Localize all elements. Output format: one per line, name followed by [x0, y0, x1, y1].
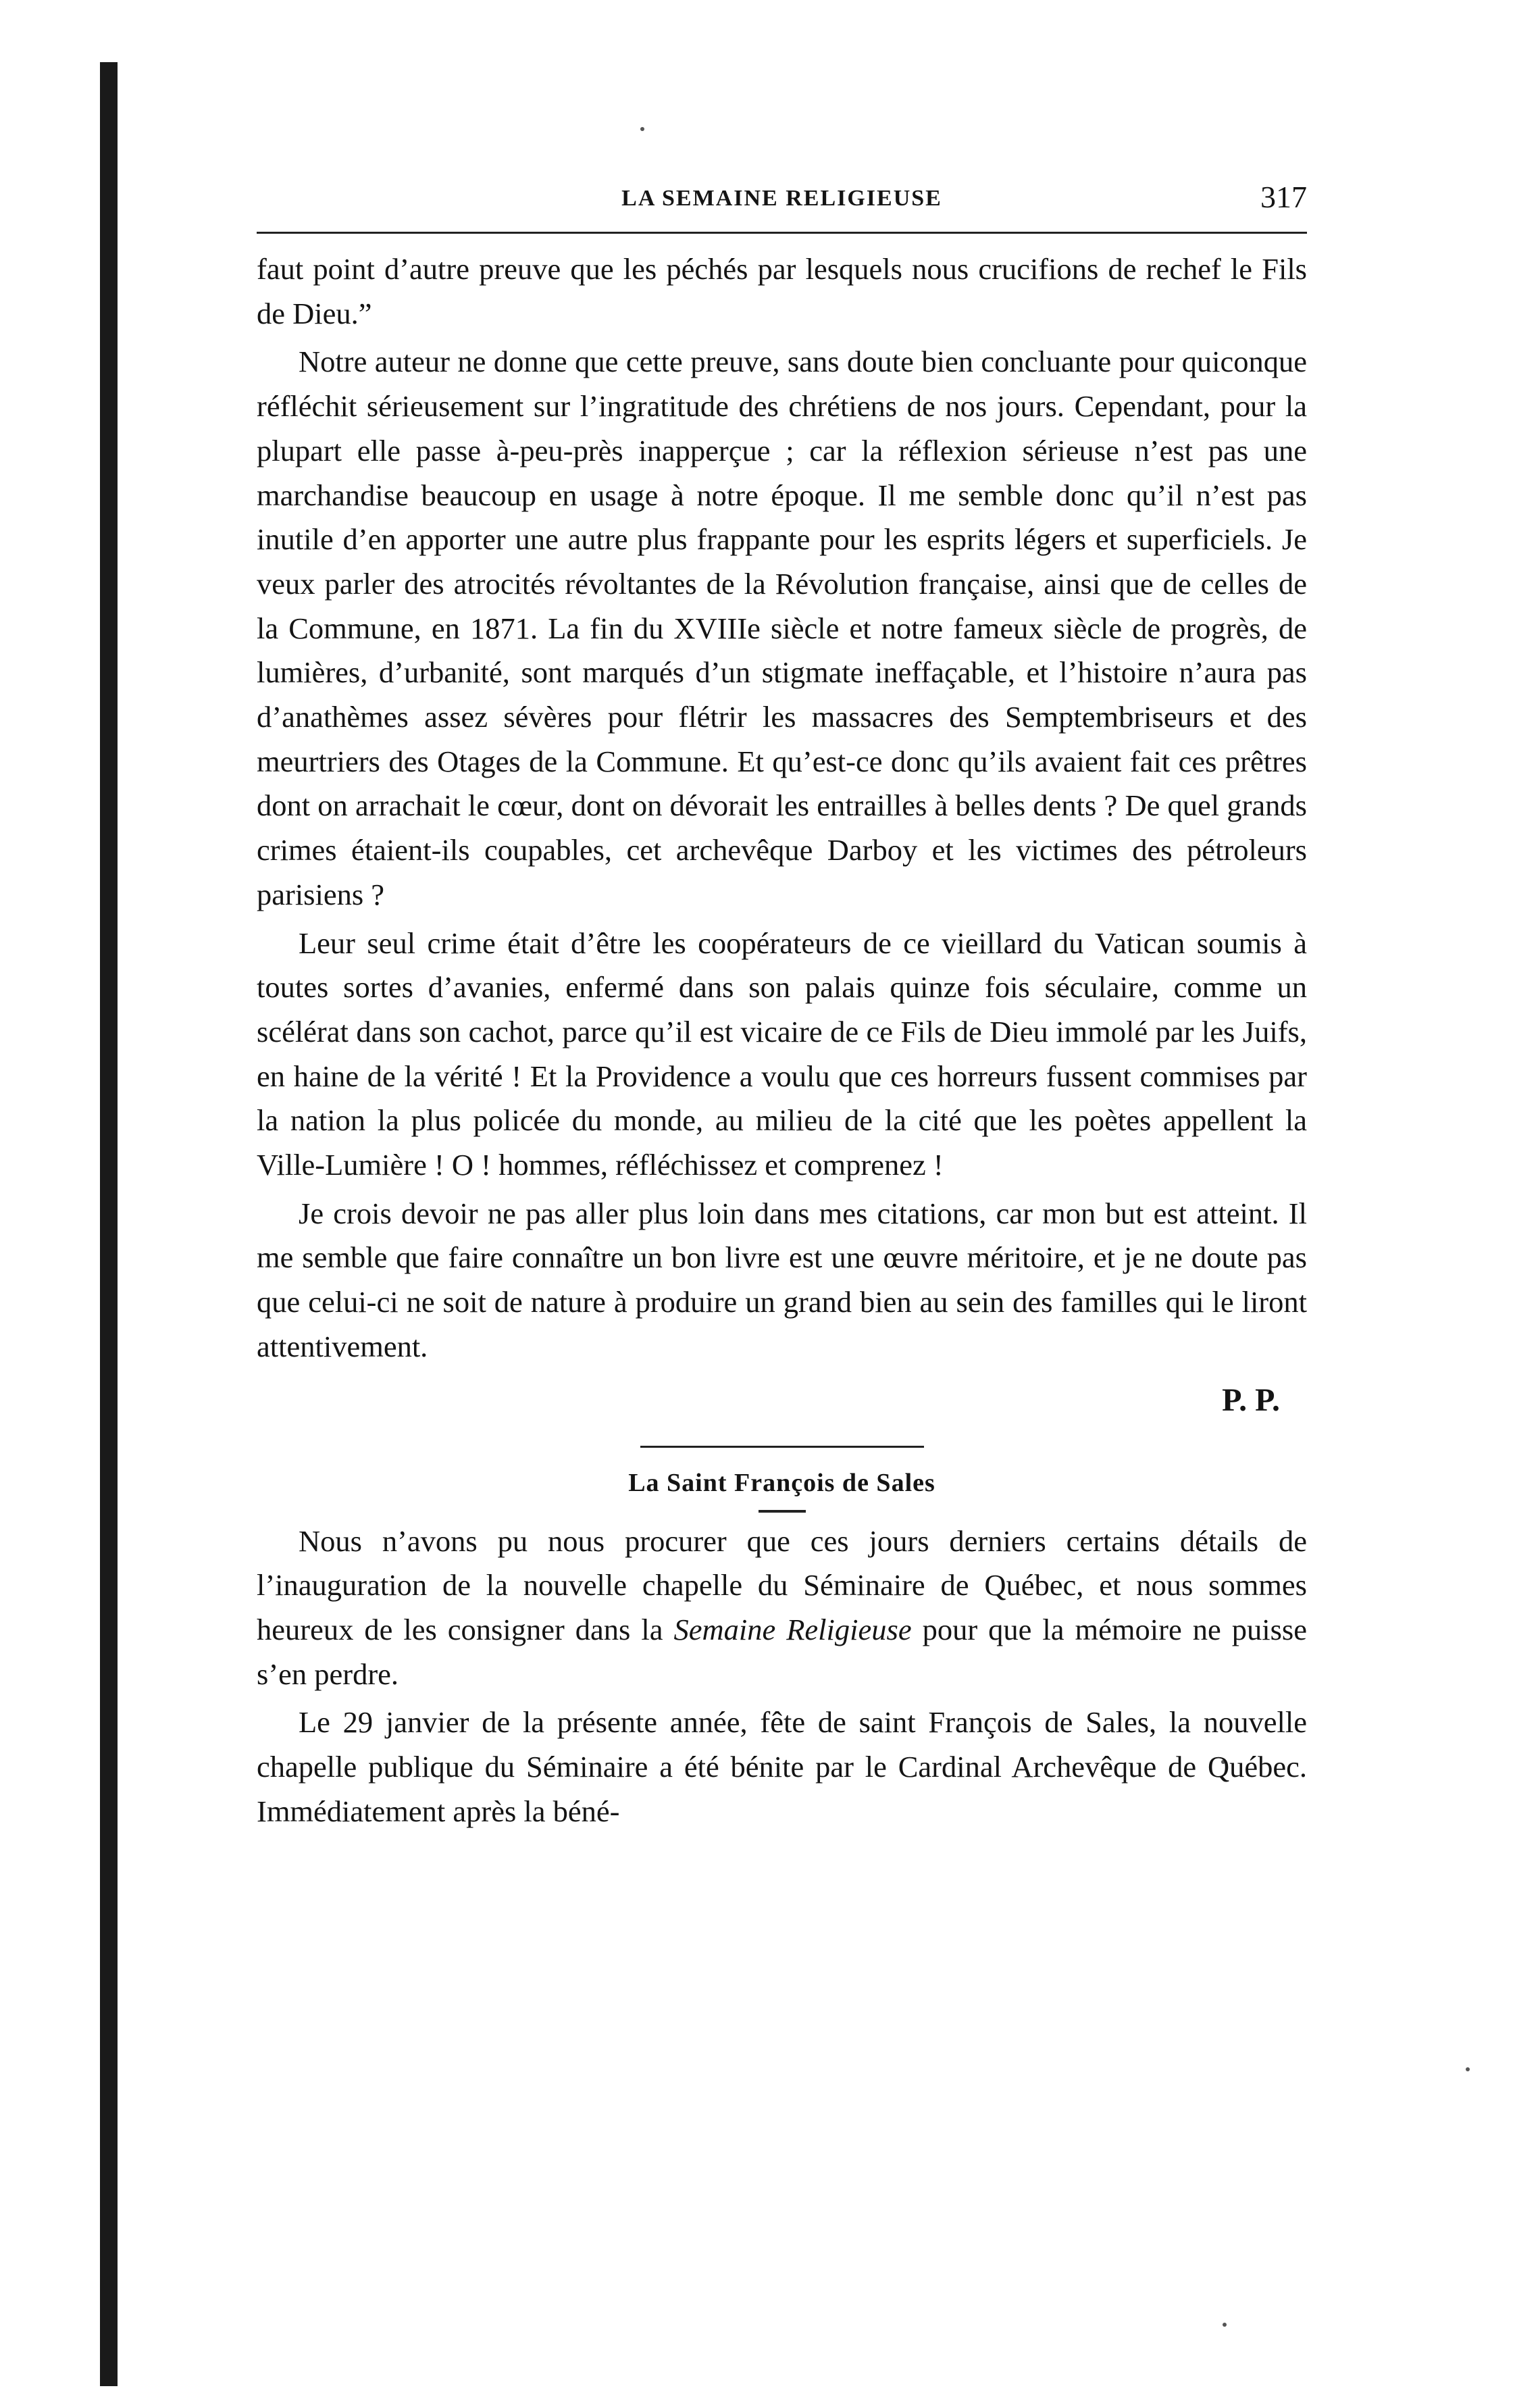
paragraph: faut point d’autre preuve que les péchés par lesquels nous crucifions de rechef le Fils de Dieu.”	[257, 252, 1307, 330]
ink-speck	[640, 127, 644, 131]
title-underline	[759, 1510, 806, 1513]
ink-speck	[1466, 2067, 1470, 2071]
paragraph: Le 29 janvier de la présente année, fête de saint François de Sales, la nouvelle chapelle publique du Séminaire a été bénite par le Cardinal Archevêque de Québec. Immédiatement après la béné-	[257, 1705, 1307, 1828]
binding-edge	[100, 62, 118, 2386]
running-title: LA SEMAINE RELIGIEUSE	[621, 186, 942, 211]
italic-publication-title: Semaine Religieuse	[673, 1612, 912, 1646]
paragraph: Notre auteur ne donne que cette preuve, sans doute bien concluante pour quiconque réfléchit sérieusement sur l’ingratitude des chrétiens de nos jours. Cependant, pour la plupart elle passe à-peu-près inapperçue ; car la réflexion sérieuse n’est pas une marchandise beaucoup en usage à notre époque. Il me semble donc qu’il n’est pas inutile d’en apporter une autre plus frappante pour les esprits légers et superficiels. Je veux parler des atrocités révoltantes de la Révolution française, ainsi que de celles de la Commune, en 1871. La fin du XVIIIe siècle et notre fameux siècle de progrès, de lumières, d’urbanité, sont marqués d’un stigmate ineffaçable, et l’histoire n’aura pas d’anathèmes assez sévères pour flétrir les massacres des Semptembriseurs et des meurtriers des Otages de la Commune. Et qu’est-ce donc qu’ils avaient fait ces prêtres dont on arrachait le cœur, dont on dévorait les entrailles à belles dents ? De quel grands crimes étaient-ils coupables, cet archevêque Darboy et les victimes des pétroleurs parisiens ?	[257, 345, 1307, 911]
paragraph	[257, 1519, 1307, 1697]
page-header	[257, 172, 1307, 220]
page-content	[257, 172, 1307, 1834]
paragraph: Leur seul crime était d’être les coopérateurs de ce vieillard du Vatican soumis à toutes sortes d’avanies, enfermé dans son palais quinze fois séculaire, comme un scélérat dans son cachot, parce qu’il est vicaire de ce Fils de Dieu immolé par les Juifs, en haine de la vérité ! Et la Providence a voulu que ces horreurs fussent commises par la nation la plus policée du monde, au milieu de la cité que les poètes appellent la Ville-Lumière ! O ! hommes, réfléchissez et comprenez !	[257, 926, 1307, 1182]
section-divider	[640, 1446, 924, 1448]
section-title: La Saint François de Sales	[628, 1468, 935, 1497]
paragraph: Je crois devoir ne pas aller plus loin dans mes citations, car mon but est atteint. Il me semble que faire connaître un bon livre est une œuvre méritoire, et je ne doute pas que celui-ci ne soit de nature à produire un grand bien au sein des familles qui le liront attentivement.	[257, 1196, 1307, 1363]
header-rule	[257, 232, 1307, 234]
paragraph-text: pour que la mémoire ne puisse s’en perdre.	[257, 1612, 1307, 1691]
signature: P. P.	[1222, 1382, 1280, 1418]
page-number: 317	[1260, 180, 1307, 214]
ink-speck	[1223, 2323, 1227, 2327]
paragraph-text: Nous n’avons pu nous procurer que ces jours derniers certains détails de l’inauguration de la nouvelle chapelle du Séminaire de Québec, et nous sommes heureux de les consigner dans la	[257, 1523, 1307, 1646]
